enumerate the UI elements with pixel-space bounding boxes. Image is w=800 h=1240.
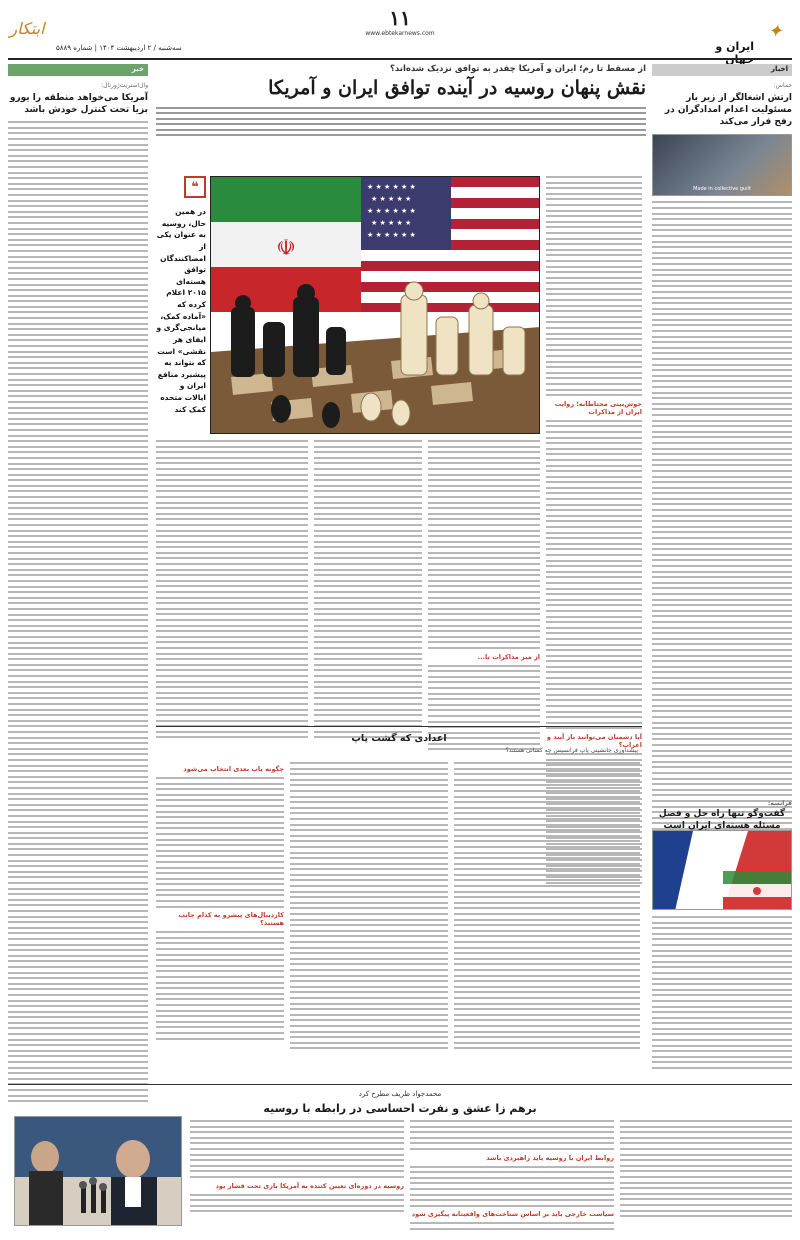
bottom-subhead: روسیه در دوره‌ای تعیین کننده به آمریکا بازی تحت فشار بود [215,1181,404,1190]
news-body-text [8,121,148,1102]
bottom-subhead: روابط ایران با روسیه باید راهبردی باشد [486,1153,614,1162]
svg-text:★ ★ ★ ★ ★: ★ ★ ★ ★ ★ [371,195,412,203]
news-photo [652,134,792,196]
news-column-left [8,64,148,1106]
speaker-photo [14,1116,182,1226]
news-source: فرانسه: [767,800,792,807]
pope-body-column-2 [290,762,448,1053]
iran-france-flags-icon [653,831,792,910]
news-headline[interactable]: آمریکا می‌خواهد منطقه را یورو بزیا تحت کنترل خودش باشد [9,93,148,116]
page-number: ۱۱ [389,6,411,30]
bottom-body-column-2 [410,1120,614,1234]
svg-text:★ ★ ★ ★ ★ ★: ★ ★ ★ ★ ★ ★ [367,207,416,215]
article-body-column-4 [156,440,308,742]
issue-info: سه‌شنبه / ۲ اردیبهشت ۱۴۰۴ | شماره ۵۸۸۹ [56,44,182,52]
svg-text:★ ★ ★ ★ ★ ★: ★ ★ ★ ★ ★ ★ [367,231,416,239]
site-url[interactable]: www.ebtekarnews.com [365,30,435,37]
pope-subhead: چگونه پاپ بعدی انتخاب می‌شود [183,765,284,773]
chess-flags-illustration [211,177,540,434]
news-source: وال‌استریت‌ژورنال: [101,82,148,89]
speaker-at-podium-illustration [15,1117,182,1226]
pope-body-column-1 [454,762,640,1053]
article-title[interactable]: نقش پنهان روسیه در آینده توافق ایران و آمریکا [268,77,646,99]
flags-photo [652,830,792,910]
article-subhead: خوش‌بینی محتاطانه؛ روایت ایران از مذاکرات [554,399,642,416]
article-body-column-2 [428,440,540,754]
news-tag: خبر [8,64,148,76]
pull-quote [156,176,206,434]
section-title: ایران و [715,40,754,53]
news-column-right [652,64,792,839]
news-headline-france[interactable] [652,800,792,832]
news-source: حماس: [773,82,792,89]
article-lead [156,107,646,137]
svg-text:★ ★ ★ ★ ★ ★: ★ ★ ★ ★ ★ ★ [367,183,416,191]
svg-text:★ ★ ★ ★ ★: ★ ★ ★ ★ ★ [371,219,412,227]
chess-flags-photo [210,176,540,434]
quote-icon: ❝ [184,176,206,198]
pope-article-subtitle: پیشداوری جانشینی پاپ فرانسیس چه کسانی هستند؟ [505,747,638,754]
news-body-text [652,201,792,835]
bottom-subhead: سیاست خارجی باید بر اساس شناخت‌های واقعیتانه پیگیری شود [411,1210,614,1219]
pope-body-column-3 [156,762,284,1043]
newspaper-logo-left: ابتکار [9,18,45,38]
pope-article-title[interactable]: اعدادی که گشت پاپ [351,733,447,744]
header-divider [8,58,792,60]
article-subhead: از میز مذاکرات تا... [477,652,540,661]
page-header [0,0,800,72]
svg-text:☫: ☫ [276,236,296,261]
bottom-body-column-1 [620,1120,792,1221]
bottom-divider [8,1084,792,1085]
newspaper-logo-right: ✦ [767,20,783,42]
article-kicker: از مسقط تا رم؛ ایران و آمریکا چقدر به توافق نزدیک شده‌اند؟ [389,64,646,74]
article-body-column-3 [314,440,422,742]
bottom-article-kicker: محمدجواد ظریف مطرح کرد [358,1090,442,1098]
news-tag: اخبار [652,64,792,76]
pope-subhead: کاردینال‌های پیشرو به کدام جانب هستند؟ [178,911,284,928]
bottom-body-column-3 [190,1120,404,1216]
pull-quote-text: در همین حال، روسیه به عنوان یکی از امضاکنندگان توافق هسته‌ای ۲۰۱۵ اعلام کرده که «آماده کمک، میانجی‌گری و ایفای هر نقشی» است که بتواند به پیشبرد منافع ایران و ایالات متحده کمک کند [156,207,206,414]
photo-caption: Made in collective guilt [693,186,751,193]
bottom-article-title[interactable]: برهم زا عشق و نفرت احساسی در رابطه با روسیه [263,1102,537,1115]
headline-text: گفت‌وگو تنها راه حل و فصل مسئله هسته‌ای ایران است [658,809,786,832]
article-subhead: آیا دشمنان می‌توانند باز آیند و اعراب؟ [546,733,642,749]
main-article [156,64,646,140]
news-headline[interactable]: ارتش اشغالگر از زیر بار مسئولیت اعدام امدادگران در رفح فرار می‌کند [664,93,792,128]
france-body-text [652,916,792,1073]
